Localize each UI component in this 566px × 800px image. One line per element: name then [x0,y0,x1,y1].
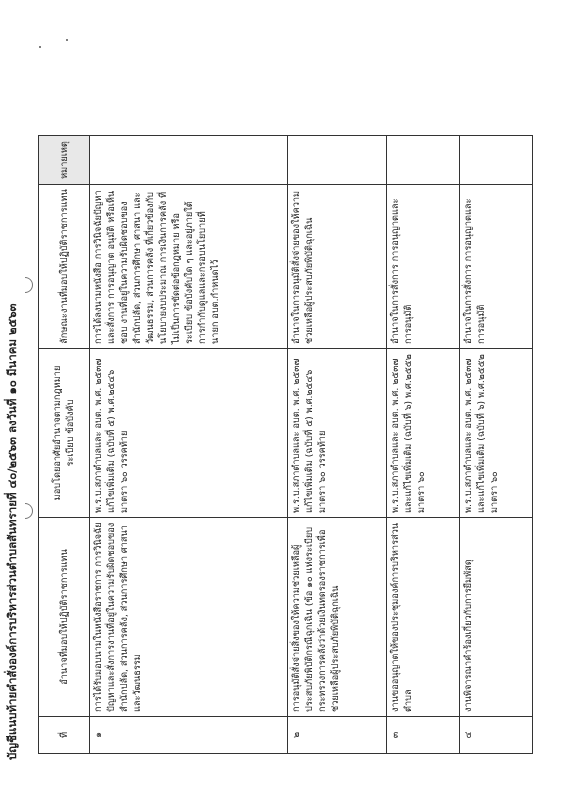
cell-no: ๒ [288,717,387,754]
cell-task: งานพิจารณาคำร้องเกี่ยวกับการยืมพัสดุ [460,518,533,717]
table-row [460,136,533,754]
cell-task: การได้รับมอบนามในหนังสือราชการ การวินิจฉัยปัญหาและสั่งการงานที่อยู่ในความรับผิดชอบของสำนักปลัด, ส่วนการคลัง, ส่วนการศึกษา ศาสนา และวัฒนธรรม [90,518,288,717]
cell-law: พ.ร.บ.สภาตำบลและ อบต. พ.ศ. ๒๕๓๗ และแก้ไขเพิ่มเติม (ฉบับที่ ๖) พ.ศ.๒๕๕๒ มาตรา ๖๐ [460,349,533,518]
header-law: มอบโดยอาศัยอำนาจตามกฎหมาย ระเบียบ ข้อบังคับ [39,349,90,518]
cell-law: พ.ร.บ.สภาตำบลและ อบต. พ.ศ. ๒๕๓๗ แก้ไขเพิ่มเติม (ฉบับที่ ๕) พ.ศ.๒๕๔๖ มาตรา ๖๐ วรรคท้าย [288,349,387,518]
cell-no: ๓ [387,717,460,754]
delegation-table [38,135,533,754]
cell-law: พ.ร.บ.สภาตำบลและ อบต. พ.ศ. ๒๕๓๗ และแก้ไขเพิ่มเติม (ฉบับที่ ๖) พ.ศ.๒๕๕๒ มาตรา ๖๐ [387,349,460,518]
cell-no: ๔ [460,717,533,754]
cell-nature: อำนาจในการสั่งการ การอนุญาตและการอนุมัติ [387,185,460,349]
table-row [288,136,387,754]
document-title: บัญชีแนบท้ายคำสั่งองค์การบริหารส่วนตำบลสันทรายที่ ๔๐/๒๕๖๓ ลงวันที่ ๑๐ มีนาคม ๒๕๖๓ [5,303,19,760]
table-row [90,136,288,754]
header-nature: ลักษณะงานที่มอบให้ปฏิบัติราชการแทน [39,185,90,349]
table-row [387,136,460,754]
cell-note [387,136,460,185]
cell-nature: การได้ลงนามหนังสือ การวินิจฉัยปัญหาและสั่งการ การอนุญาต อนุมัติ หรือเห็นชอบ งานที่อยู่ในความรับผิดชอบของ สำนักปลัด, ส่วนการศึกษา ศาสนา และวัฒนธรรม, ส่วนการคลัง ที่เกี่ยวข้องกับนโยบายงบประมาณ การเงินการคลัง ที่ไม่เป็นการขัดต่อข้อกฎหมาย หรือระเบียบ ข้อบังคับใด ๆ และอยู่ภายใต้การกำกับดูแลและกรอบนโยบายที่นายก อบต.กำหนดไว้ [90,185,288,349]
table-header-row [39,136,90,754]
cell-note [460,136,533,185]
header-no: ที่ [39,717,90,754]
cell-note [90,136,288,185]
cell-law: พ.ร.บ.สภาตำบลและ อบต. พ.ศ. ๒๕๓๗ แก้ไขเพิ่มเติม (ฉบับที่ ๕) พ.ศ.๒๕๔๖ มาตรา ๖๐ วรรคท้าย [90,349,288,518]
cell-nature: อำนาจในการสั่งการ การอนุญาตและการอนุมัติ [460,185,533,349]
cell-task: การอนุมัติสั่งจ่ายสิ่งของให้ความช่วยเหลือผู้ประสบภัยพิบัติกรณีฉุกเฉิน (ข้อ ๑๐ แห่งระเบียบกระทรวงการคลังว่าด้วยเงินทดรองราชการเพื่อช่วยเหลือผู้ประสบภัยพิบัติฉุกเฉิน [288,518,387,717]
header-note: หมายเหตุ [39,136,90,185]
cell-task: งานขออนุญาตให้ของประชุมองค์การบริหารส่วนตำบล [387,518,460,717]
cell-note [288,136,387,185]
header-task: อำนาจที่มอบให้ปฏิบัติราชการแทน [39,518,90,717]
cell-no: ๑ [90,717,288,754]
cell-nature: อำนาจในการอนุมัติสั่งจ่ายของให้ความช่วยเหลือผู้ประสบภัยพิบัติฉุกเฉิน [288,185,387,349]
